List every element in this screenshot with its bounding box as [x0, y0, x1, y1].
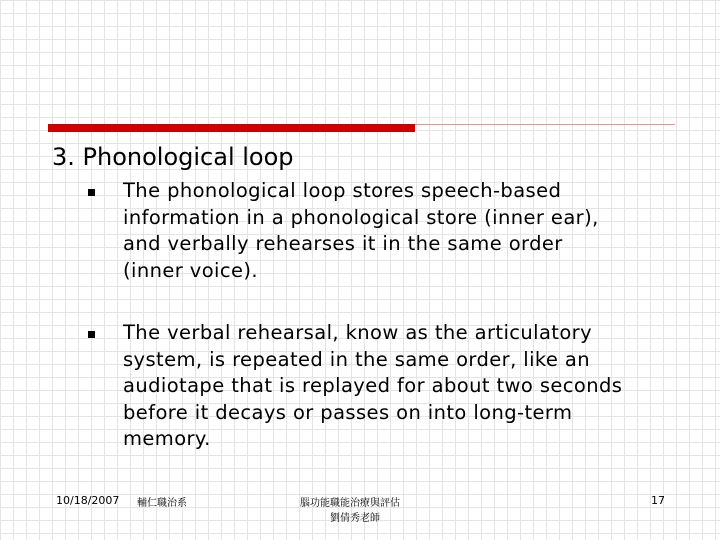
bullet-1-line-3: and verbally rehearses it in the same order — [123, 232, 563, 255]
bullet-2-line-4: before it decays or passes on into long-term — [123, 400, 573, 424]
slide-title: 3. Phonological loop — [52, 143, 294, 171]
bullet-marker-2 — [88, 331, 95, 338]
bullet-text-1 — [123, 178, 683, 284]
title-rule-accent — [48, 124, 415, 132]
bullet-2-line-3: audiotape that is replayed for about two seconds — [123, 374, 623, 397]
footer-department: 輔仁職治系 — [137, 498, 187, 509]
bullet-1-line-2: information in a phonological store (inner ear), — [123, 205, 599, 229]
bullet-2-line-1: The verbal rehearsal, know as the articulatory — [123, 321, 593, 344]
bullet-1-line-4: (inner voice). — [123, 258, 258, 282]
title-rule-thin — [415, 124, 675, 125]
footer-page-number: 17 — [651, 494, 665, 507]
bullet-text-2 — [123, 320, 683, 453]
footer-date: 10/18/2007 — [56, 494, 120, 507]
footer-instructor: 劉倩秀老師 — [330, 513, 380, 524]
bullet-1-line-1: The phonological loop stores speech-based — [123, 179, 562, 202]
bullet-2-line-5: memory. — [123, 427, 211, 450]
bullet-2-line-2: system, is repeated in the same order, like an — [123, 347, 591, 371]
footer-course-title: 腦功能職能治療與評估 — [300, 498, 400, 509]
bullet-marker-1 — [88, 189, 95, 196]
